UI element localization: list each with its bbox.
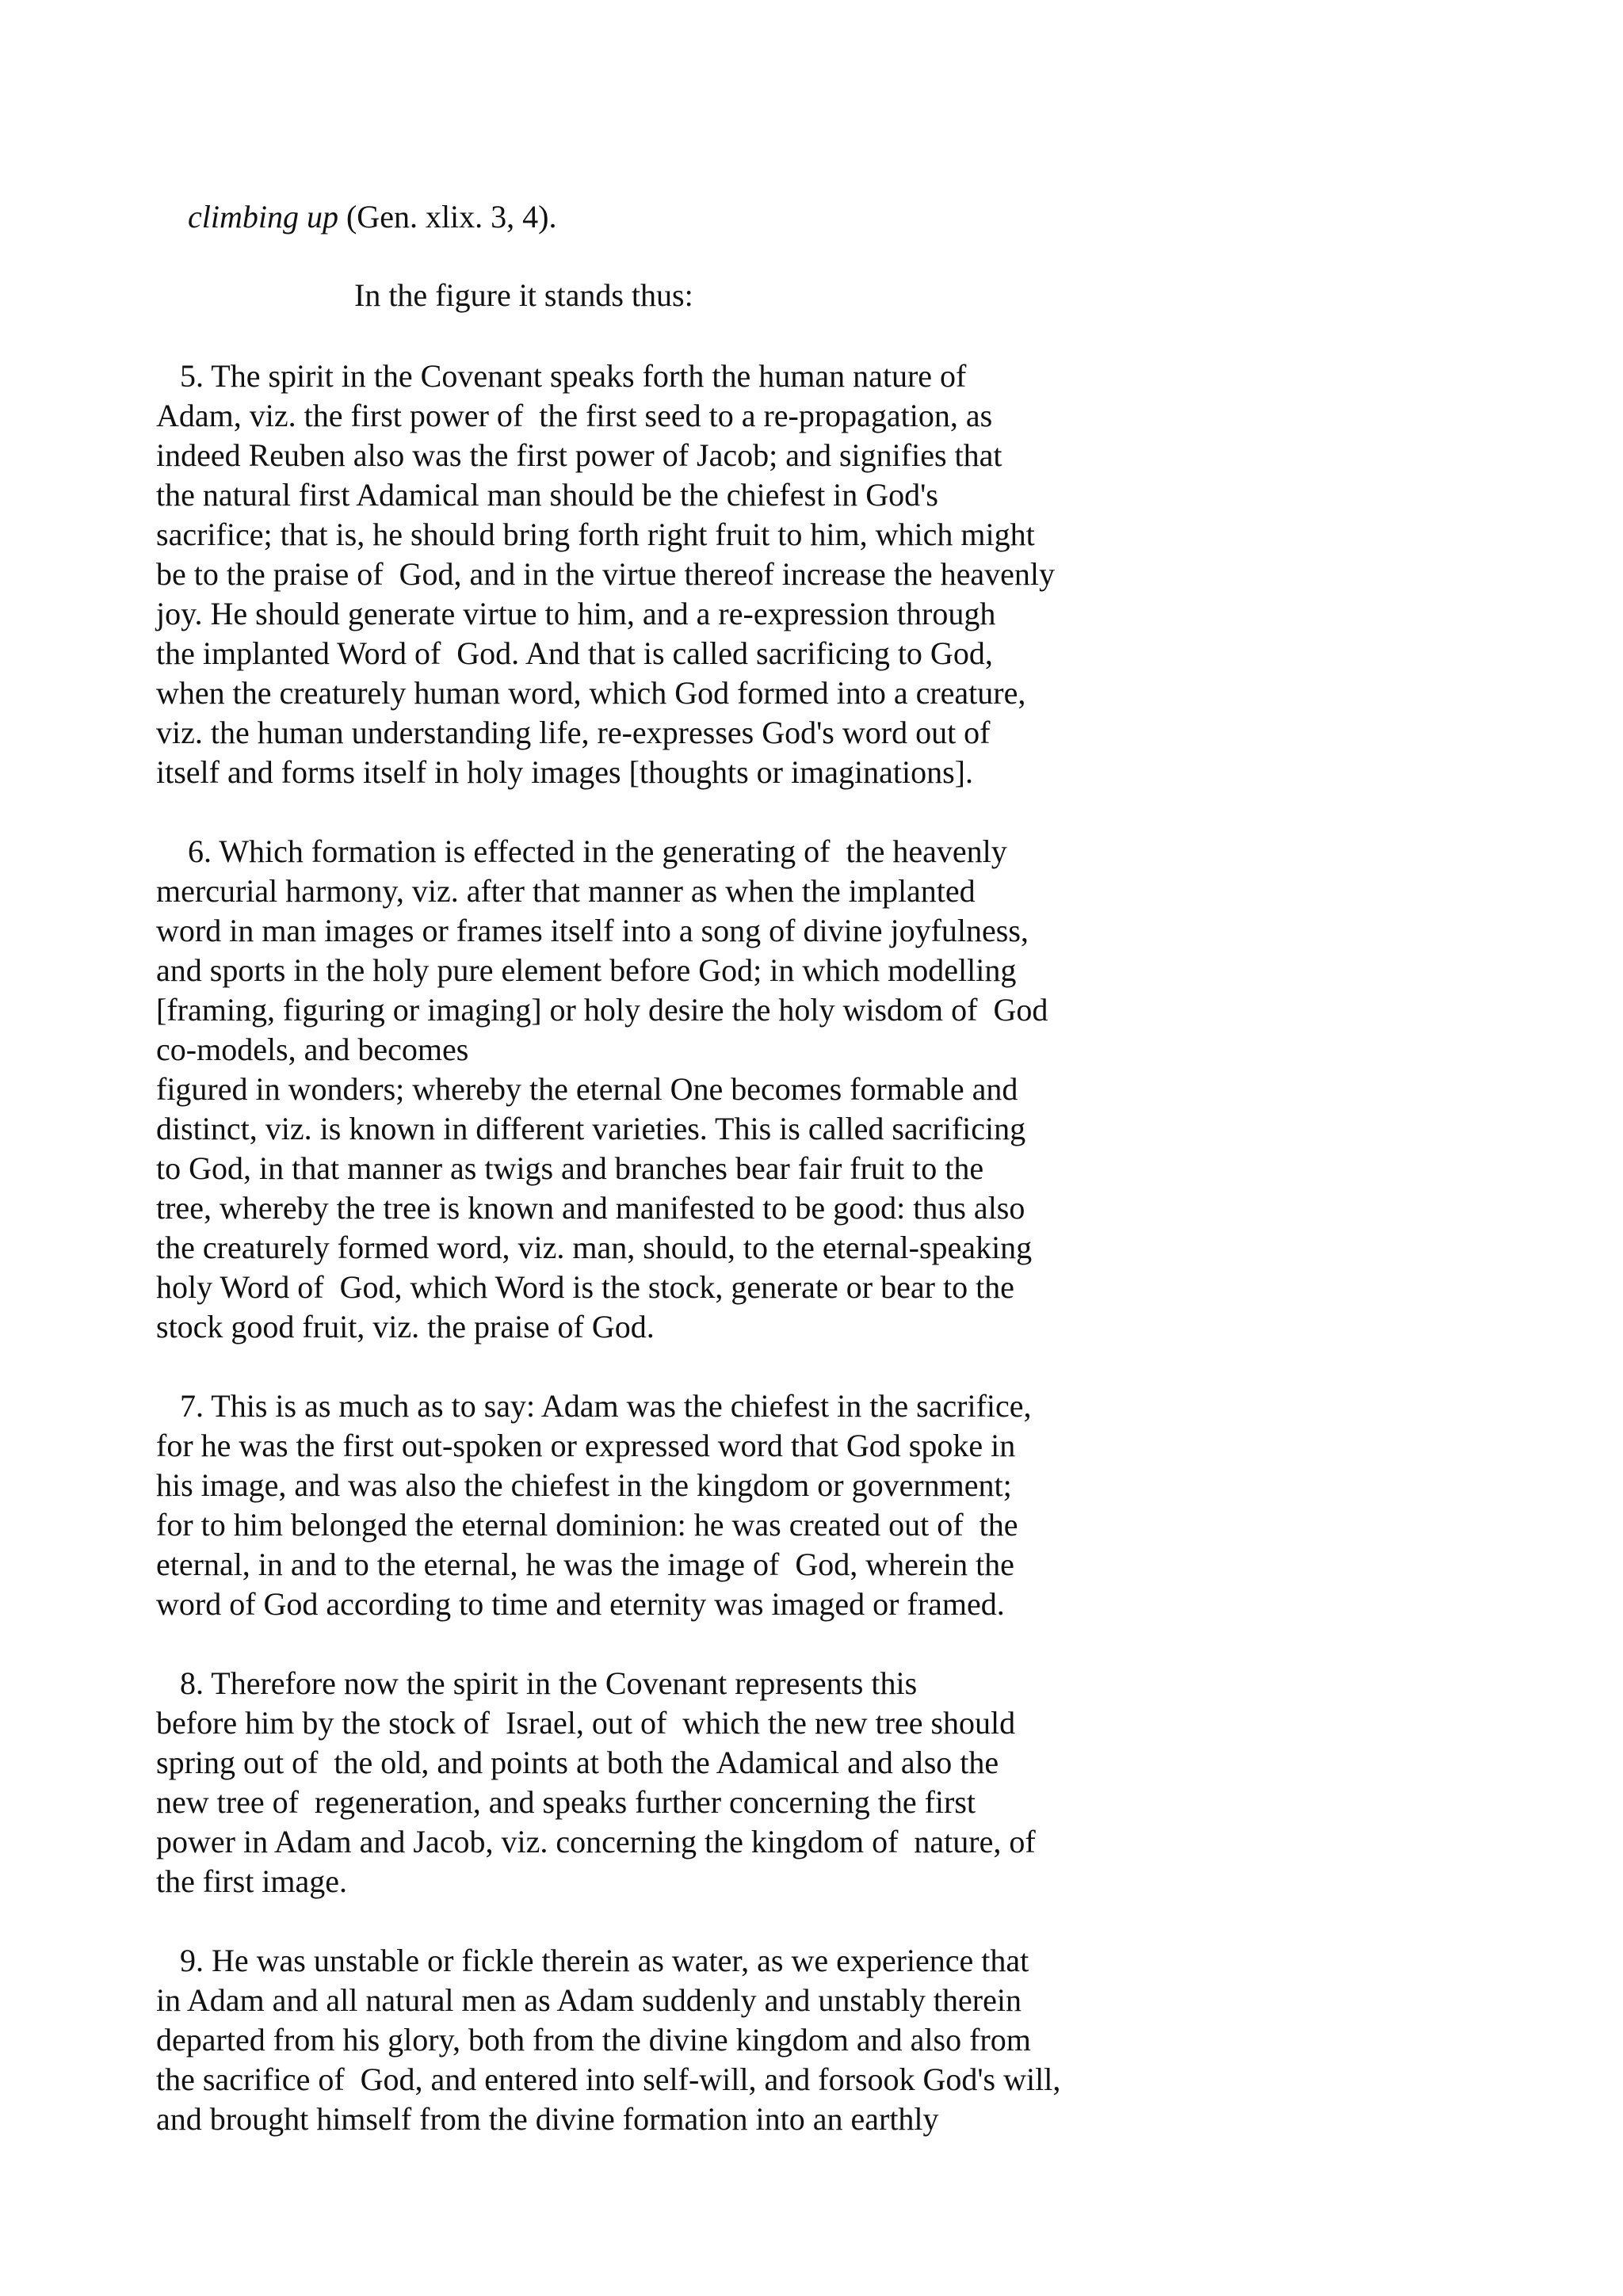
text-line: power in Adam and Jacob, viz. concerning the kingdom of nature, of xyxy=(156,1824,1036,1859)
opening-italic-text: climbing up xyxy=(188,199,338,235)
text-line: his image, and was also the chiefest in the kingdom or government; xyxy=(156,1467,1012,1503)
text-line: and brought himself from the divine formation into an earthly xyxy=(156,2101,939,2137)
text-line: tree, whereby the tree is known and manifested to be good: thus also xyxy=(156,1190,1025,1226)
text-line: itself and forms itself in holy images [thoughts or imaginations]. xyxy=(156,754,973,790)
text-line: departed from his glory, both from the divine kingdom and also from xyxy=(156,2022,1031,2058)
text-line: co-models, and becomes xyxy=(156,1032,469,1067)
text-line: spring out of the old, and points at both the Adamical and also the xyxy=(156,1745,999,1780)
text-line: and sports in the holy pure element before God; in which modelling xyxy=(156,952,1017,988)
text-line: the sacrifice of God, and entered into self-will, and forsook God's will, xyxy=(156,2061,1061,2097)
figure-heading: In the figure it stands thus: xyxy=(354,277,693,313)
text-line: to God, in that manner as twigs and branches bear fair fruit to the xyxy=(156,1150,984,1186)
text-line: stock good fruit, viz. the praise of God. xyxy=(156,1309,655,1344)
text-line: for he was the first out-spoken or expressed word that God spoke in xyxy=(156,1428,1016,1463)
text-line: be to the praise of God, and in the virtue thereof increase the heavenly xyxy=(156,556,1056,592)
text-line: mercurial harmony, viz. after that manner as when the implanted xyxy=(156,873,976,909)
text-line: [framing, figuring or imaging] or holy desire the holy wisdom of God xyxy=(156,992,1048,1028)
text-line: for to him belonged the eternal dominion: he was created out of the xyxy=(156,1507,1018,1543)
text-line: the creaturely formed word, viz. man, should, to the eternal-speaking xyxy=(156,1230,1033,1265)
text-line: sacrifice; that is, he should bring forth right fruit to him, which might xyxy=(156,517,1035,552)
text-line: 7. This is as much as to say: Adam was the chiefest in the sacrifice, xyxy=(156,1388,1032,1424)
text-line: 6. Which formation is effected in the generating of the heavenly xyxy=(156,833,1007,869)
text-line: figured in wonders; whereby the eternal One becomes formable and xyxy=(156,1071,1018,1107)
opening-reference-text: (Gen. xlix. 3, 4). xyxy=(338,199,557,235)
text-line: 8. Therefore now the spirit in the Covenant represents this xyxy=(156,1665,918,1701)
text-line: the first image. xyxy=(156,1863,348,1899)
text-line: new tree of regeneration, and speaks further concerning the first xyxy=(156,1784,976,1820)
text-line: word in man images or frames itself into a song of divine joyfulness, xyxy=(156,913,1029,948)
text-line: joy. He should generate virtue to him, and a re-expression through xyxy=(156,596,996,631)
text-line: viz. the human understanding life, re-expresses God's word out of xyxy=(156,715,991,750)
text-line: Adam, viz. the first power of the first seed to a re-propagation, as xyxy=(156,398,993,433)
text-line: the natural first Adamical man should be the chiefest in God's xyxy=(156,477,938,513)
text-line: word of God according to time and eternity was imaged or framed. xyxy=(156,1586,1005,1622)
opening-line xyxy=(156,158,557,277)
text-line: when the creaturely human word, which God formed into a creature, xyxy=(156,675,1026,711)
text-line: before him by the stock of Israel, out of which the new tree should xyxy=(156,1705,1016,1741)
text-line: 9. He was unstable or fickle therein as water, as we experience that xyxy=(156,1943,1029,1978)
text-line: indeed Reuben also was the first power of Jacob; and signifies that xyxy=(156,437,1002,473)
text-line: the implanted Word of God. And that is called sacrificing to God, xyxy=(156,635,993,671)
text-line: 5. The spirit in the Covenant speaks forth the human nature of xyxy=(156,358,967,394)
text-line: in Adam and all natural men as Adam suddenly and unstably therein xyxy=(156,1982,1022,2018)
text-line: holy Word of God, which Word is the stock, generate or bear to the xyxy=(156,1269,1014,1305)
text-line: eternal, in and to the eternal, he was the image of God, wherein the xyxy=(156,1547,1014,1582)
text-line: distinct, viz. is known in different varieties. This is called sacrificing xyxy=(156,1111,1026,1146)
